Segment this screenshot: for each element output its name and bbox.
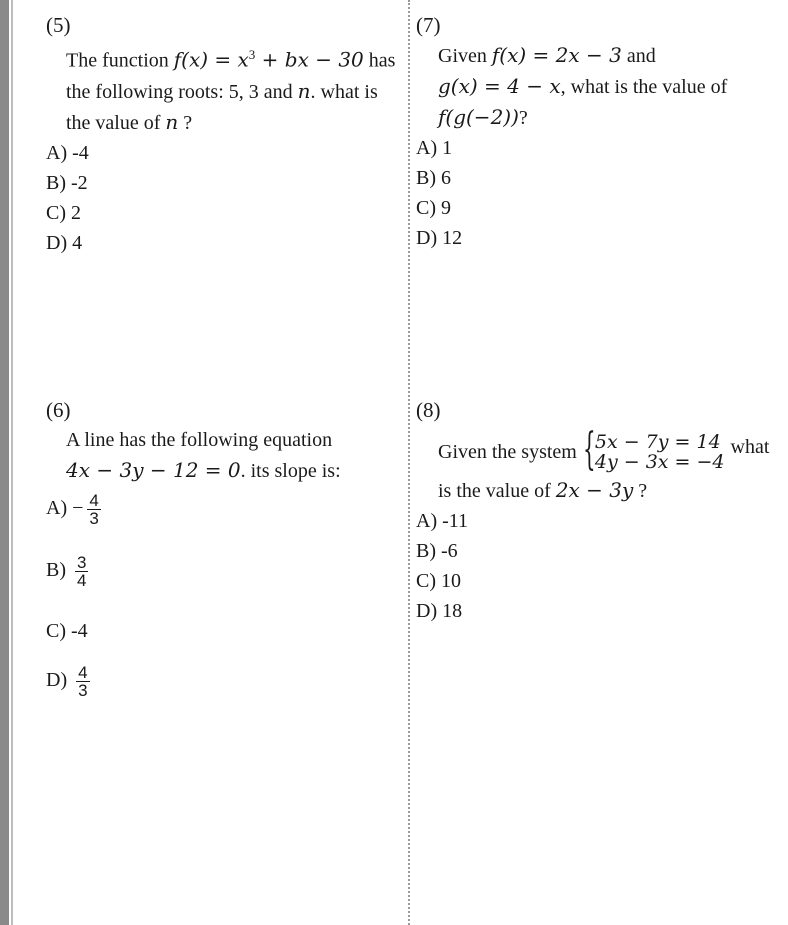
option-a[interactable]: A) -4 (46, 141, 89, 164)
option-b[interactable]: B) $\frac{3}{4}$ (46, 553, 87, 590)
option-a[interactable]: A) − $\frac{4}{3}$ (46, 491, 99, 528)
question-number: (8) (416, 398, 441, 422)
question-6 (46, 395, 401, 718)
option-d[interactable]: D) 18 (416, 600, 463, 622)
fraction: $\frac{4}{3}$ (89, 491, 99, 528)
equation-system: { 5x − 7y = 14 4y − 3x = −4 (582, 424, 725, 475)
option-b[interactable]: B) -6 (416, 540, 458, 562)
option-b[interactable]: B) -2 (46, 171, 88, 194)
fraction: $\frac{3}{4}$ (77, 553, 87, 590)
option-a[interactable]: A) 1 (416, 137, 453, 159)
left-border (0, 0, 9, 925)
question-stem: Given the system { 5x − 7y = 14 4y − 3x = −4 what is the value of 2x − 3y ? (438, 424, 770, 502)
question-number: (5) (46, 13, 71, 37)
column-divider (408, 0, 410, 925)
option-d[interactable]: D) $\frac{4}{3}$ (46, 663, 88, 700)
option-d[interactable]: D) 4 (46, 231, 83, 254)
option-c[interactable]: C) -4 (46, 620, 88, 642)
question-number: (7) (416, 13, 441, 37)
option-a[interactable]: A) -11 (416, 510, 469, 532)
question-number: (6) (46, 398, 71, 422)
fraction: $\frac{4}{3}$ (78, 663, 88, 700)
question-7 (416, 10, 776, 253)
question-stem: Given f(x) = 2x − 3 and g(x) = 4 − x, what is the value of f(g(−2))? (438, 43, 728, 129)
option-d[interactable]: D) 12 (416, 227, 463, 249)
question-8 (416, 395, 781, 626)
option-b[interactable]: B) 6 (416, 167, 451, 189)
option-c[interactable]: C) 9 (416, 197, 451, 219)
option-c[interactable]: C) 10 (416, 570, 461, 592)
option-c[interactable]: C) 2 (46, 201, 81, 224)
left-border-inner (11, 0, 13, 925)
question-5 (46, 10, 401, 258)
question-stem: A line has the following equation 4x − 3y − 12 = 0. its slope is: (66, 429, 341, 482)
question-stem: The function $f(x) = x^3$ + bx − 30 has the following roots: 5, 3 and n. what is the value of n ? (66, 47, 396, 134)
